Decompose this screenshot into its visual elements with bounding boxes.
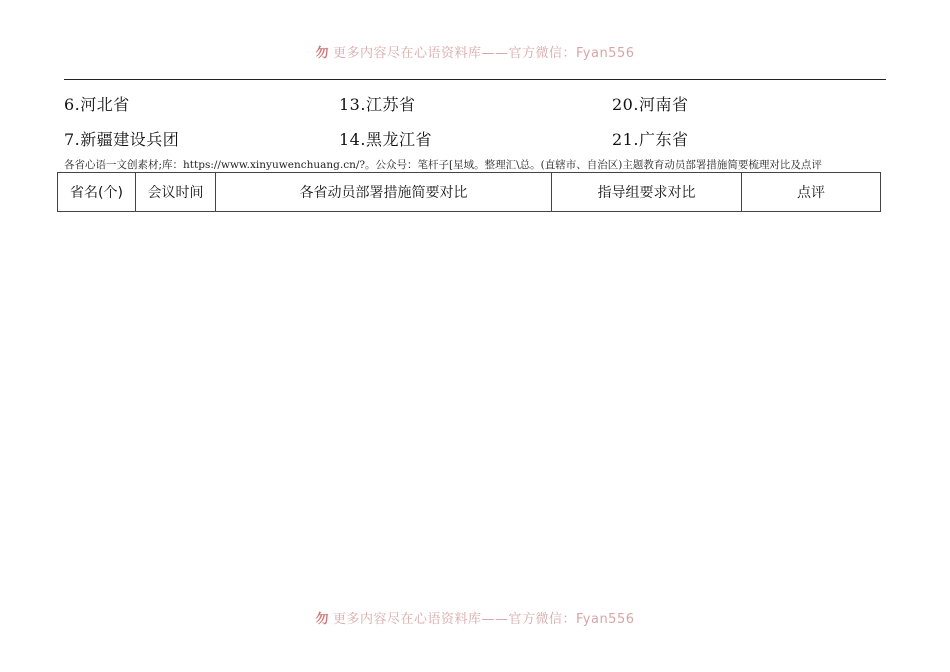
source-note: 各省心语一文创素材;库：https://www.xinyuwenchuang.cn/?。公众号：笔杆子[星域。整理汇\总。(直辖市、自治区)主题教育动员部署措施简要梳理对比及点评 (64, 159, 822, 171)
header-meeting-time: 会议时间 (136, 173, 216, 212)
watermark-text: 更多内容尽在心语资料库——官方微信：Fyan556 (333, 612, 635, 627)
watermark-bottom (0, 608, 950, 627)
header-guidance: 指导组要求对比 (552, 173, 742, 212)
list-item: 7.新疆建设兵团 (64, 130, 180, 149)
watermark-top (0, 42, 950, 61)
list-item: 6.河北省 (64, 95, 130, 114)
list-item: 14.黑龙江省 (339, 130, 432, 149)
header-province: 省名(个) (58, 173, 136, 212)
header-comment: 点评 (742, 173, 881, 212)
table-header-row (58, 173, 881, 212)
list-item: 20.河南省 (612, 95, 689, 114)
watermark-logo-icon: 勿 (315, 46, 329, 61)
comparison-table (57, 172, 881, 212)
list-item: 13.江苏省 (339, 95, 416, 114)
header-rule (64, 79, 886, 80)
watermark-text: 更多内容尽在心语资料库——官方微信：Fyan556 (333, 46, 635, 61)
watermark-logo-icon: 勿 (315, 612, 329, 627)
header-measures: 各省动员部署措施简要对比 (216, 173, 552, 212)
list-item: 21.广东省 (612, 130, 689, 149)
